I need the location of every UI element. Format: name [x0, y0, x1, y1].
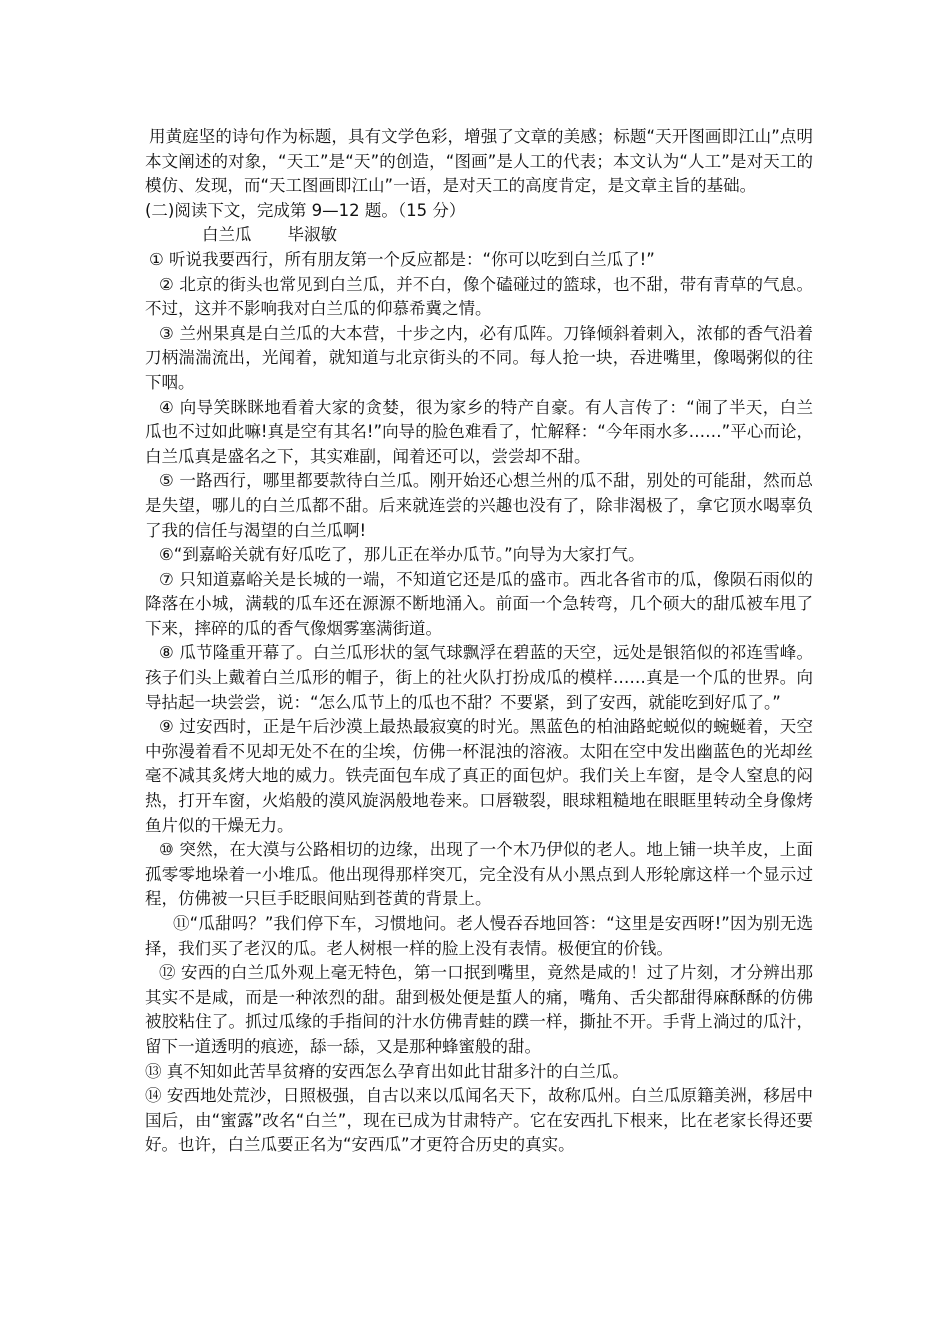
paragraph-6: ⑥“到嘉峪关就有好瓜吃了，那儿正在举办瓜节。”向导为大家打气。 [159, 545, 645, 565]
paragraph-7: ⑦ 只知道嘉峪关是长城的一端，不知道它还是瓜的盛市。西北各省市的瓜，像陨石雨似的降落在小城，满载的瓜车还在源源不断地涌入。前面一个急转弯，几个硕大的甜瓜被车甩了下来，摔碎的瓜的香气像烟雾塞满街道。 [145, 569, 813, 638]
paragraph-5: ⑤ 一路西行，哪里都要款待白兰瓜。刚开始还心想兰州的瓜不甜，别处的可能甜，然而总是失望，哪儿的白兰瓜都不甜。后来就连尝的兴趣也没有了，除非渴极了，拿它顶水喝辜负了我的信任与渴望的白兰瓜啊! [145, 471, 813, 540]
paragraph-3: ③ 兰州果真是白兰瓜的大本营，十步之内，必有瓜阵。刀锋倾斜着刺入，浓郁的香气沿着刀柄湍湍流出，光闻着，就知道与北京街头的不同。每人抢一块，吞进嘴里，像喝粥似的往下咽。 [145, 323, 813, 392]
paragraph-9: ⑨ 过安西时，正是午后沙漠上最热最寂寞的时光。黑蓝色的柏油路蛇蜕似的蜿蜒着，天空中弥漫着看不见却无处不在的尘埃，仿佛一杯混浊的溶液。太阳在空中发出幽蓝色的光却丝毫不减其炙烤大地的威力。铁壳面包车成了真正的面包炉。我们关上车窗，是令人窒息的闷热，打开车窗，火焰般的漠风旋涡般地卷来。口唇皲裂，眼球粗糙地在眼眶里转动全身像烤鱼片似的干燥无力。 [145, 717, 813, 835]
paragraph-10: ⑩ 突然，在大漠与公路相切的边缘，出现了一个木乃伊似的老人。地上铺一块羊皮，上面孤零零地垛着一小堆瓜。他出现得那样突兀，完全没有从小黑点到人形轮廓这样一个显示过程，仿佛被一只巨手眨眼间贴到苍黄的背景上。 [145, 840, 813, 909]
paragraph-14: ⑭ 安西地处荒沙，日照极强，自古以来以瓜闻名天下，故称瓜州。白兰瓜原籍美洲，移居中国后，由“蜜露”改名“白兰”，现在已成为甘肃特产。它在安西扎下根来，比在老家长得还要好。也许，白兰瓜要正名为“安西瓜”才更符合历史的真实。 [145, 1086, 813, 1155]
article-title-line [145, 223, 813, 248]
paragraph-4: ④ 向导笑眯眯地看着大家的贪婪，很为家乡的特产自豪。有人言传了：“闹了半天，白兰瓜也不过如此嘛!真是空有其名!”向导的脸色难看了，忙解释：“今年雨水多……”平心而论，白兰瓜真是盛名之下，其实难副，闻着还可以，尝尝却不甜。 [145, 397, 813, 466]
paragraph-2: ② 北京的街头也常见到白兰瓜，并不白，像个磕碰过的篮球，也不甜，带有青草的气息。不过，这并不影响我对白兰瓜的仰慕希冀之情。 [145, 274, 813, 319]
article-author: 毕淑敏 [287, 225, 337, 245]
paragraph-12: ⑫ 安西的白兰瓜外观上毫无特色，第一口抿到嘴里，竟然是咸的！过了片刻，才分辨出那其实不是咸，而是一种浓烈的甜。甜到极处便是蜇人的痛，嘴角、舌尖都甜得麻酥酥的仿佛被胶粘住了。抓过瓜缘的手指间的汁水仿佛青蛙的蹼一样，撕扯不开。手背上淌过的瓜汁，留下一道透明的痕迹，舔一舔，又是那种蜂蜜般的甜。 [145, 963, 813, 1056]
document-page [145, 125, 813, 1158]
paragraph-13: ⑬ 真不知如此苦旱贫瘠的安西怎么孕育出如此甘甜多汁的白兰瓜。 [145, 1061, 629, 1081]
intro-paragraph: 用黄庭坚的诗句作为标题，具有文学色彩，增强了文章的美感；标题“天开图画即江山”点明本文阐述的对象，“天工”是“天”的创造，“图画”是人工的代表；本文认为“人工”是对天工的模仿、发现，而“天工图画即江山”一语，是对天工的高度肯定，是文章主旨的基础。 [145, 127, 813, 196]
paragraph-1: ① 听说我要西行，所有朋友第一个反应都是：“你可以吃到白兰瓜了!” [149, 249, 655, 269]
paragraph-8: ⑧ 瓜节隆重开幕了。白兰瓜形状的氢气球飘浮在碧蓝的天空，远处是银箔似的祁连雪峰。孩子们头上戴着白兰瓜形的帽子，街上的社火队打扮成瓜的模样……真是一个瓜的世界。向导拈起一块尝尝，说：“怎么瓜节上的瓜也不甜？不要紧，到了安西，就能吃到好瓜了。” [145, 643, 813, 712]
paragraph-11: ⑪“瓜甜吗？”我们停下车，习惯地问。老人慢吞吞地回答：“这里是安西呀!”因为别无选择，我们买了老汉的瓜。老人树根一样的脸上没有表情。极便宜的价钱。 [145, 914, 813, 958]
section-heading: (二)阅读下文，完成第 9—12 题。（15 分） [145, 200, 466, 220]
article-title: 白兰瓜 [202, 225, 252, 245]
